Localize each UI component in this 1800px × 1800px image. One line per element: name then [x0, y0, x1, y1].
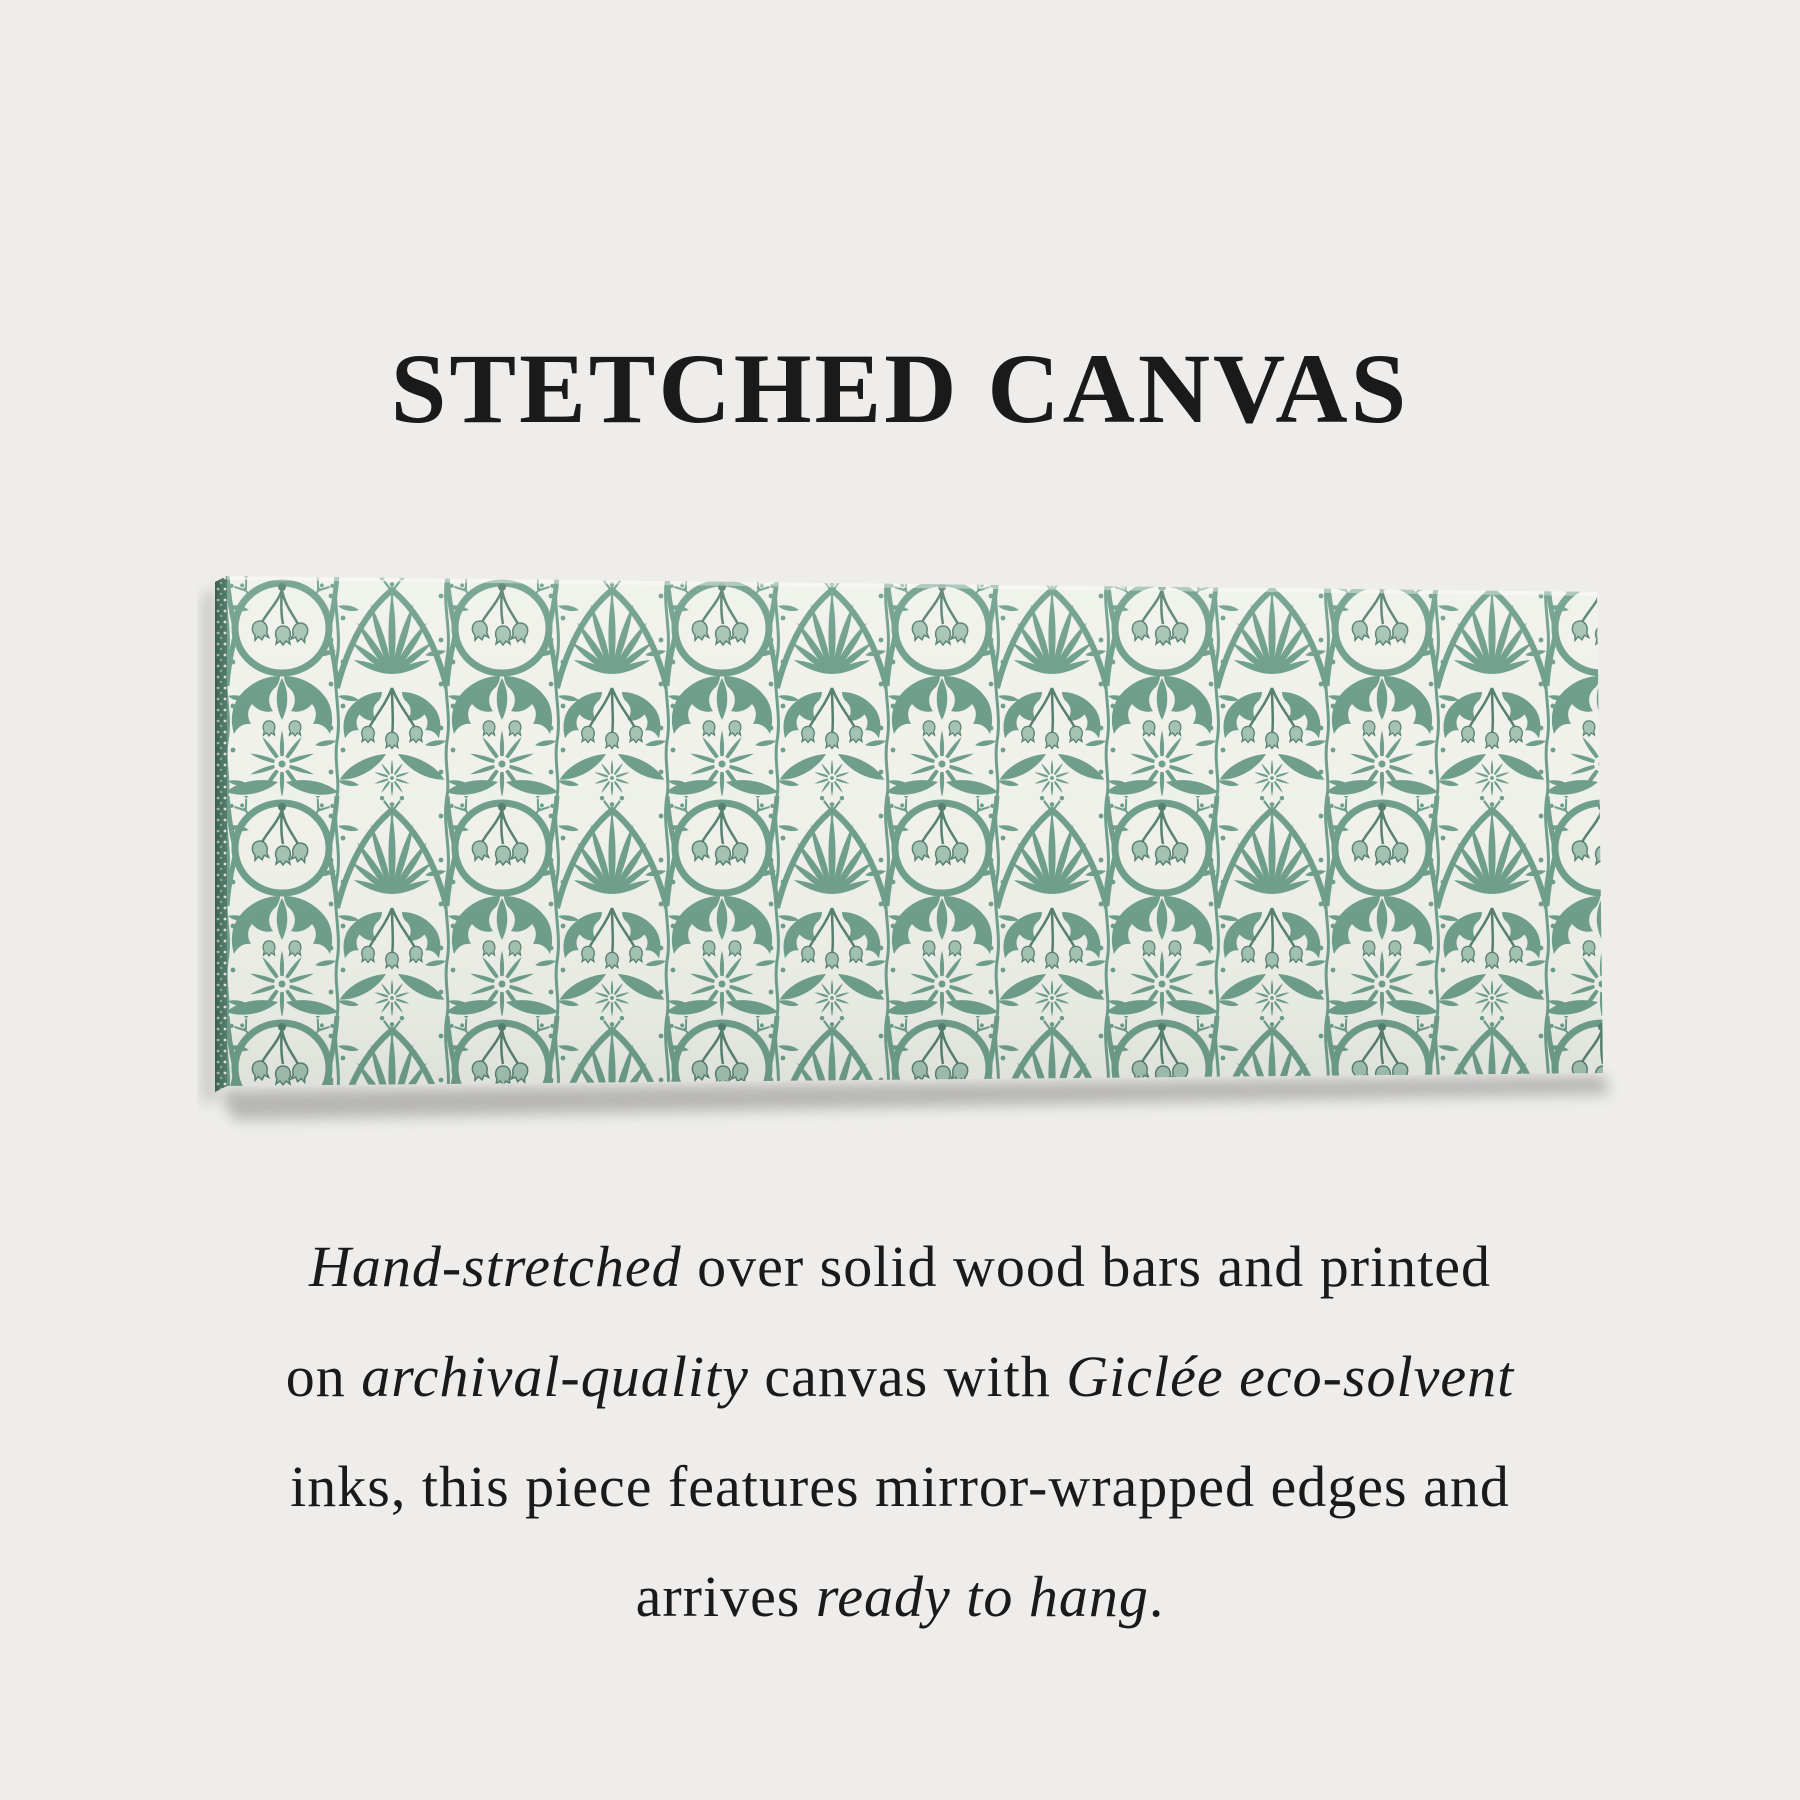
description-segment: over solid wood bars and printed	[681, 1234, 1492, 1299]
description-segment: Giclée eco-solvent	[1066, 1344, 1515, 1409]
description-line-1	[60, 1212, 1740, 1322]
description-segment: Hand-stretched	[308, 1234, 682, 1299]
description-segment: arrives	[635, 1564, 816, 1629]
description-segment: inks, this piece features mirror-wrapped edges and	[290, 1454, 1510, 1519]
page-title: STETCHED CANVAS	[390, 333, 1410, 444]
product-description	[60, 1212, 1740, 1652]
description-segment: ready to hang	[815, 1564, 1149, 1629]
description-segment: archival-quality	[361, 1344, 749, 1409]
description-segment: .	[1148, 1564, 1165, 1629]
description-line-3	[60, 1432, 1740, 1542]
description-line-2	[60, 1322, 1740, 1432]
canvas-mockup-image	[160, 520, 1660, 1140]
description-segment: on	[285, 1344, 362, 1409]
canvas-side-shading	[215, 576, 227, 1092]
description-segment: canvas with	[748, 1344, 1067, 1409]
canvas-face-sheen	[227, 576, 1603, 1086]
canvas-left-shadow	[203, 586, 215, 1106]
description-line-4	[60, 1542, 1740, 1652]
